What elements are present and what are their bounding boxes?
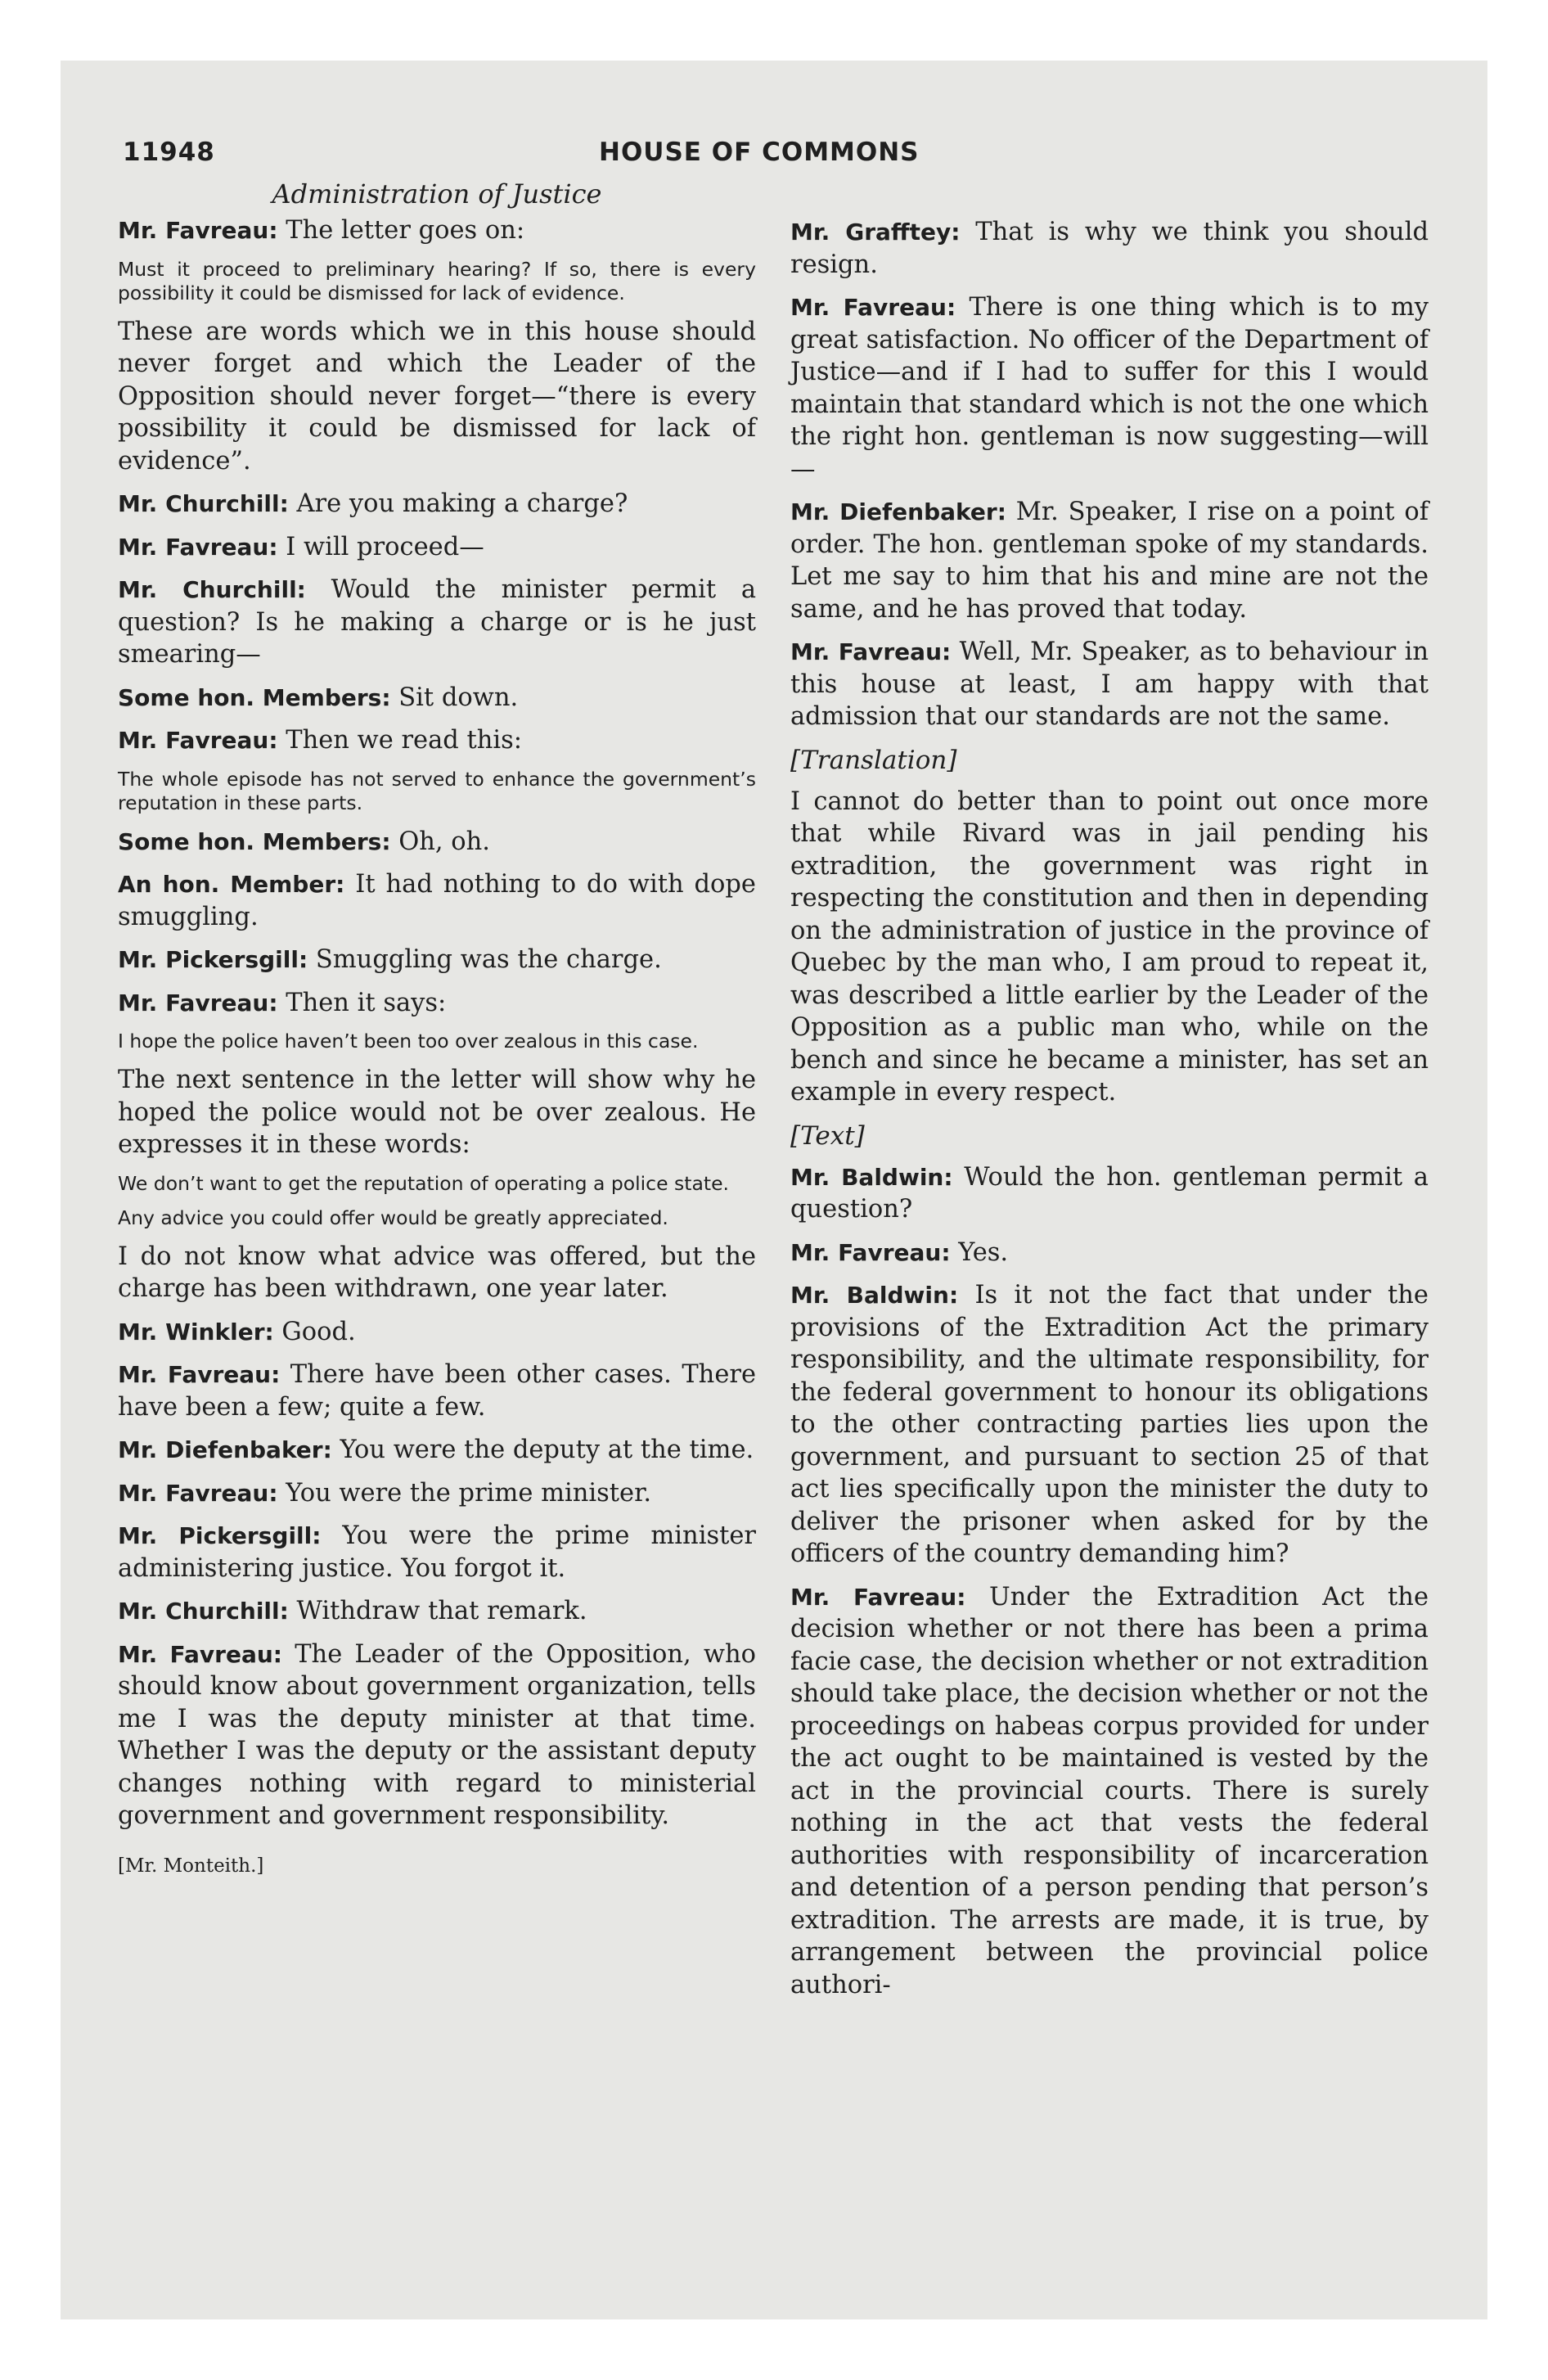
speaker-name: Mr. Churchill:	[118, 1598, 289, 1625]
speech-text: You were the prime minister.	[286, 1478, 652, 1508]
speech-text: The Leader of the Opposition, who should know about government organization, tells me I was the deputy minister at that time. Whether I was the deputy or the assistant deputy changes nothing with regard to ministerial government and government responsibility.	[118, 1639, 757, 1830]
speech-text: Would the hon. gentleman permit a question?	[790, 1162, 1429, 1224]
speech-paragraph	[790, 1279, 1429, 1571]
speech-paragraph	[118, 1639, 756, 1832]
speaker-name: Some hon. Members:	[118, 683, 391, 711]
speech-text: You were the prime minister administering justice. You forgot it.	[118, 1521, 756, 1583]
speaker-name: An hon. Member:	[118, 871, 345, 898]
speech-text: It had nothing to do with dope smuggling.	[118, 870, 756, 931]
speaker-name: Mr. Favreau:	[790, 1583, 966, 1611]
speaker-name: Mr. Favreau:	[118, 1361, 281, 1388]
quote-text: I hope the police haven’t been too over zealous in this case.	[118, 1030, 699, 1053]
speech-paragraph	[790, 291, 1429, 485]
quote-text: Any advice you could offer would be greatly appreciated.	[118, 1206, 668, 1229]
speech-text: Under the Extradition Act the decision whether or not there has been a prima facie case, the decision whether or not extradition should take place, the decision whether or not the proceedings on habeas corpus provided for under the act ought to be maintained is vested by the act in the provincial courts. There is surely nothing in the act that vests the federal authorities with responsibility of incarceration and detention of a person pending that person’s extradition. The arrests are made, it is true, by arrangement between the provincial police authori-	[790, 1582, 1429, 1999]
speech-paragraph	[118, 868, 756, 933]
running-head: HOUSE OF COMMONS	[599, 137, 920, 167]
language-marker: [Text]	[790, 1120, 865, 1151]
speech-paragraph	[118, 1316, 756, 1349]
speech-paragraph	[118, 826, 756, 859]
quote-text: We don’t want to get the reputation of operating a police state.	[118, 1171, 730, 1195]
left-column	[118, 177, 756, 1878]
speech-text: The letter goes on:	[286, 216, 525, 245]
speaker-name: Mr. Favreau:	[118, 727, 278, 754]
speaker-name: Mr. Baldwin:	[790, 1163, 953, 1191]
speaker-name: Mr. Pickersgill:	[118, 946, 308, 973]
speaker-name: Mr. Pickersgill:	[118, 1522, 322, 1549]
speech-text: Then it says:	[286, 988, 447, 1017]
speech-paragraph	[118, 488, 756, 521]
speech-text: Would the minister permit a question? Is he making a charge or is he just smearing—	[118, 575, 756, 669]
quote-text: Must it proceed to preliminary hearing? If so, there is every possibility it could be dismissed for lack of evidence.	[118, 257, 756, 304]
speech-paragraph	[118, 1595, 756, 1628]
speaker-name: Mr. Winkler:	[118, 1318, 274, 1346]
quote-text: The whole episode has not served to enhance the government’s reputation in these parts.	[118, 767, 756, 814]
language-marker: [Translation]	[790, 745, 957, 775]
speaker-name: Mr. Favreau:	[118, 217, 278, 244]
body-paragraph: The next sentence in the letter will show why he hoped the police would not be over zealous. He expresses it in these words:	[118, 1066, 756, 1159]
speech-text: There have been other cases. There have been a few; quite a few.	[118, 1360, 756, 1422]
speaker-name: Mr. Favreau:	[790, 1238, 951, 1266]
speaker-name: Mr. Diefenbaker:	[790, 498, 1006, 525]
speech-paragraph	[118, 574, 756, 671]
speech-text: Yes.	[958, 1237, 1009, 1267]
speech-text: You were the deputy at the time.	[340, 1436, 754, 1464]
speech-paragraph	[790, 1237, 1429, 1269]
speaker-name: Mr. Favreau:	[118, 1640, 283, 1668]
speech-paragraph	[790, 1161, 1429, 1226]
speech-text: Well, Mr. Speaker, as to behaviour in this house at least, I am happy with that admission that our standards are not the same.	[790, 638, 1429, 731]
speaker-name: Mr. Favreau:	[118, 533, 278, 561]
speech-paragraph	[790, 636, 1429, 733]
speech-text: I will proceed—	[286, 532, 484, 561]
body-paragraph: These are words which we in this house should never forget and which the Leader of the Opposition should never forget—“there is every possibility it could be dismissed for lack of evidence”.	[118, 317, 756, 476]
left-column-blocks	[118, 214, 756, 1832]
speech-text: Sit down.	[398, 683, 519, 712]
speech-text: Then we read this:	[286, 726, 523, 755]
right-column	[790, 216, 1429, 2012]
speech-text: There is one thing which is to my great satisfaction. No officer of the Department of Justice—and if I had to suffer for this I would maintain that standard which is not the one which the right hon. gentleman is now suggesting—will—	[790, 293, 1429, 484]
speech-paragraph	[118, 724, 756, 757]
speech-paragraph	[790, 1581, 1429, 2002]
speech-paragraph	[118, 1477, 756, 1510]
speech-paragraph	[118, 1520, 756, 1584]
speech-paragraph	[118, 1359, 756, 1423]
speaker-name: Mr. Baldwin:	[790, 1282, 959, 1309]
speaker-name: Mr. Favreau:	[790, 294, 956, 321]
page-number: 11948	[123, 137, 215, 167]
quoted-letter-text	[118, 1206, 756, 1230]
speech-paragraph	[790, 496, 1429, 625]
speech-text: Mr. Speaker, I rise on a point of order. The hon. gentleman spoke of my standards. Let me say to him that his and mine are not the same, and he has proved that today.	[790, 498, 1429, 624]
speech-paragraph	[118, 214, 756, 247]
speech-text: Oh, oh.	[398, 827, 490, 856]
speaker-name: Mr. Churchill:	[118, 576, 306, 603]
section-title: Administration of Justice	[272, 178, 602, 210]
speech-text: Are you making a charge?	[296, 489, 628, 518]
speaker-name: Mr. Diefenbaker:	[118, 1436, 332, 1463]
speaker-name: Some hon. Members:	[118, 827, 391, 855]
speaker-name: Mr. Favreau:	[790, 638, 952, 665]
speech-text: Withdraw that remark.	[296, 1597, 587, 1625]
footnote: [Mr. Monteith.]	[118, 1855, 264, 1877]
speaker-name: Mr. Grafftey:	[790, 219, 961, 246]
speech-text: Is it not the fact that under the provisions of the Extradition Act the primary responsibility, and the ultimate responsibility, for the federal government to honour its obligations to the other contracting parties lies upon the government, and pursuant to section 25 of that act lies specifically upon the minister the duty to deliver the prisoner when asked for by the officers of the country demanding him?	[790, 1281, 1429, 1568]
speech-paragraph	[118, 1434, 756, 1467]
speech-text: Good.	[281, 1317, 356, 1346]
quoted-letter-text	[118, 258, 756, 305]
speaker-name: Mr. Favreau:	[118, 1479, 278, 1507]
speech-paragraph	[118, 531, 756, 564]
speech-paragraph	[118, 682, 756, 714]
speaker-name: Mr. Churchill:	[118, 490, 289, 517]
speaker-name: Mr. Favreau:	[118, 989, 278, 1016]
speech-paragraph	[790, 216, 1429, 281]
speech-paragraph	[118, 987, 756, 1020]
quoted-letter-text	[118, 1172, 756, 1196]
body-paragraph: I do not know what advice was offered, but the charge has been withdrawn, one year later.	[118, 1242, 756, 1303]
speech-text: That is why we think you should resign.	[790, 218, 1429, 279]
speech-text: Smuggling was the charge.	[315, 945, 662, 974]
page-header	[123, 137, 1448, 177]
speech-paragraph	[118, 944, 756, 976]
body-paragraph: I cannot do better than to point out once more that while Rivard was in jail pending his extradition, the government was right in respecting the constitution and then in depending on the administration of justice in the province of Quebec by the man who, I am proud to repeat it, was described a little earlier by the Leader of the Opposition as a public man who, while on the bench and since he became a minister, has set an example in every respect.	[790, 787, 1429, 1107]
quoted-letter-text	[118, 768, 756, 815]
quoted-letter-text	[118, 1030, 756, 1053]
right-column-blocks	[790, 216, 1429, 2001]
